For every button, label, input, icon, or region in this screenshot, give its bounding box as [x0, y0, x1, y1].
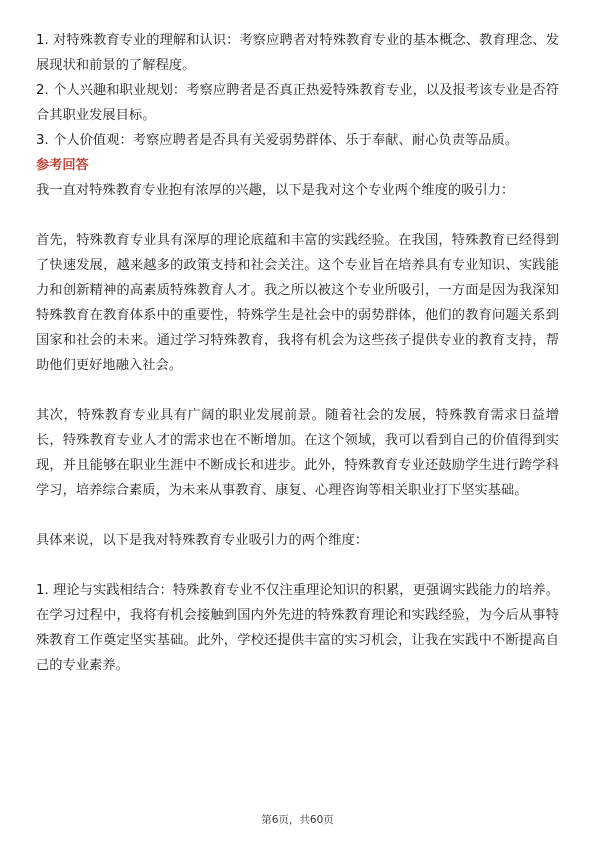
dimension-item-1: 1. 理论与实践相结合：特殊教育专业不仅注重理论知识的积累，更强调实践能力的培养。在学习过程中，我将有机会接触到国内外先进的特殊教育理论和实践经验，为今后从事特殊教育工作奠定坚实基础。此外，学校还提供丰富的实习机会，让我在实践中不断提高自己的专业素养。: [36, 583, 559, 673]
dimensions-intro-paragraph: 具体来说，以下是我对特殊教育专业吸引力的两个维度：: [36, 533, 369, 548]
paragraph-spacer: [36, 503, 559, 528]
paragraph-spacer: [36, 203, 559, 228]
criteria-item-2: 2. 个人兴趣和职业规划：考察应聘者是否真正热爱特殊教育专业，以及报考该专业是否符合其职业发展目标。: [36, 83, 559, 123]
intro-paragraph: 我一直对特殊教育专业抱有浓厚的兴趣，以下是我对这个专业两个维度的吸引力：: [36, 183, 515, 198]
answer-heading: 参考回答: [36, 158, 89, 173]
document-body: [36, 28, 559, 678]
second-point-paragraph: 其次，特殊教育专业具有广阔的职业发展前景。随着社会的发展，特殊教育需求日益增长，特殊教育专业人才的需求也在不断增加。在这个领域，我可以看到自己的价值得到实现，并且能够在职业生涯中不断成长和进步。此外，特殊教育专业还鼓励学生进行跨学科学习，培养综合素质，为未来从事教育、康复、心理咨询等相关职业打下坚实基础。: [36, 408, 559, 498]
first-point-paragraph: 首先，特殊教育专业具有深厚的理论底蕴和丰富的实践经验。在我国，特殊教育已经得到了快速发展，越来越多的政策支持和社会关注。这个专业旨在培养具有专业知识、实践能力和创新精神的高素质特殊教育人才。我之所以被这个专业所吸引，一方面是因为我深知特殊教育在教育体系中的重要性，特殊学生是社会中的弱势群体，他们的教育问题关系到国家和社会的未来。通过学习特殊教育，我将有机会为这些孩子提供专业的教育支持，帮助他们更好地融入社会。: [36, 233, 559, 373]
paragraph-spacer: [36, 553, 559, 578]
paragraph-spacer: [36, 378, 559, 403]
criteria-item-1: 1. 对特殊教育专业的理解和认识：考察应聘者对特殊教育专业的基本概念、教育理念、发展现状和前景的了解程度。: [36, 33, 559, 73]
criteria-item-3: 3. 个人价值观：考察应聘者是否具有关爱弱势群体、乐于奉献、耐心负责等品质。: [36, 133, 519, 148]
page-number: 第6页，共60页: [261, 814, 334, 826]
